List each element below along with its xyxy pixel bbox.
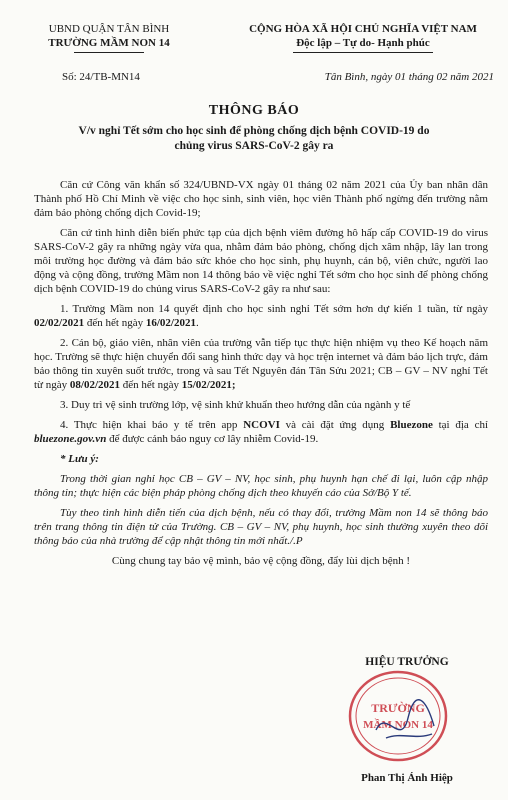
national-name: CỘNG HÒA XÃ HỘI CHỦ NGHĨA VIỆT NAM	[249, 23, 477, 35]
item-2-from-date: 08/02/2021	[69, 379, 121, 391]
document-title: THÔNG BÁO	[208, 103, 300, 118]
issuer-underline	[74, 52, 144, 53]
seal-text-line1: TRƯỜNG	[371, 701, 425, 715]
item-1-to-date: 16/02/2021	[145, 317, 196, 329]
item-2-to-date: 15/02/2021;	[181, 379, 236, 391]
document-number: Số: 24/TB-MN14	[62, 71, 140, 83]
note-heading: * Lưu ý:	[60, 453, 99, 465]
item-1-text: 1. Trường Mầm non 14 quyết định cho học sinh nghỉ Tết sớm hơn dự kiến 1 tuần, từ ngày	[60, 303, 488, 315]
closing-slogan: Cùng chung tay bảo vệ mình, bảo vệ cộng đồng, đẩy lùi dịch bệnh !	[111, 555, 411, 567]
bluezone-url: bluezone.gov.vn	[34, 433, 107, 445]
app-bluezone: Bluezone	[390, 419, 433, 431]
issuer-district: UBND QUẬN TÂN BÌNH	[48, 23, 170, 35]
seal-text-line2: MẦM NON 14	[363, 719, 433, 731]
item-4-c: tại địa chỉ	[432, 419, 489, 431]
item-4-d: để được cảnh báo nguy cơ lây nhiễm Covid-19.	[106, 433, 319, 445]
paragraph-legal-basis-1: Căn cứ Công văn khẩn số 324/UBND-VX ngày 01 tháng 02 năm 2021 của Ủy ban nhân dân Thành phố Hồ Chí Minh về việc cho học sinh, sinh viên, học viên Thành phố ngừng đến trường nằm đảm bảo phòng chống dịch Covid-19;	[34, 179, 488, 219]
item-3: 3. Duy trì vệ sinh trường lớp, vệ sinh khử khuẩn theo hướng dẫn của ngành y tế	[60, 399, 411, 411]
signature-title: HIỆU TRƯỞNG	[365, 656, 449, 668]
item-4-b: và cài đặt ứng dụng	[279, 419, 391, 431]
school-seal	[346, 668, 450, 764]
national-motto: Độc lập – Tự do- Hạnh phúc	[296, 37, 430, 49]
place-and-date: Tân Bình, ngày 01 tháng 02 năm 2021	[324, 71, 494, 83]
item-1-from-date: 02/02/2021	[34, 317, 85, 329]
app-ncovi: NCOVI	[243, 419, 280, 431]
item-2-text: 2. Cán bộ, giáo viên, nhân viên của trường vẫn tiếp tục thực hiện nhiệm vụ theo Kế hoạch năm học. Trường sẽ thực hiện chuyển đổi sang hình thức dạy và học trện internet và đảm bảo lịch trực, đảm bảo thông tin xuyên suốt trước, trong và sau Tết Nguyên đán Tân Sửu 2021; CB – GV – NV nghỉ Tết từ ngày	[34, 337, 488, 391]
note-1: Trong thời gian nghỉ học CB – GV – NV, học sinh, phụ huynh hạn chế đi lại, luôn cập nhập thông tin; thực hiện các biện pháp phòng chống dịch theo khuyến cáo của Sở/Bộ Y tế.	[34, 473, 488, 499]
national-header	[228, 22, 498, 53]
item-4	[34, 418, 488, 446]
item-4-a: 4. Thực hiện khai báo y tế trên app	[60, 419, 244, 431]
issuer-school: TRƯỜNG MẦM NON 14	[48, 37, 170, 49]
motto-underline	[293, 52, 433, 53]
note-2: Tùy theo tình hình diễn tiến của dịch bệnh, nếu có thay đổi, trường Mầm non 14 sẽ thông báo trên trang thông tin điện tử của Trường. CB – GV – NV, phụ huynh, học sinh thường xuyên theo dõi thông báo của nhà trường để cập nhật thông tin mới nhất./.P	[34, 507, 488, 547]
item-2	[34, 336, 488, 392]
signer-name: Phan Thị Ánh Hiệp	[361, 772, 453, 784]
item-2-mid: đến hết ngày	[120, 379, 182, 391]
issuer-header	[14, 22, 204, 53]
item-1-mid: đến hết ngày	[84, 317, 146, 329]
document-body	[34, 178, 488, 574]
paragraph-legal-basis-2: Căn cứ tình hình diễn biến phức tạp của dịch bệnh viêm đường hô hấp cấp COVID-19 do virus SARS-CoV-2 gây ra những ngày vừa qua, nhằm đảm bảo phòng, chống dịch xâm nhập, lây lan trong môi trường học đường và đảm bảo sức khỏe cho học sinh, phụ huynh, cán bộ, viên chức, người lao động và cộng đồng, trường Mầm non 14 thông báo về việc nghỉ Tết sớm cho học sinh để phòng chống dịch bệnh COVID-19 do chủng virus SARS-CoV-2 gây ra như sau:	[34, 227, 488, 295]
document-subject: V/v nghỉ Tết sớm cho học sinh để phòng chống dịch bệnh COVID-19 do chủng virus SARS-CoV-2 gây ra	[78, 125, 430, 152]
item-1	[34, 302, 488, 330]
item-1-end: .	[195, 317, 199, 329]
